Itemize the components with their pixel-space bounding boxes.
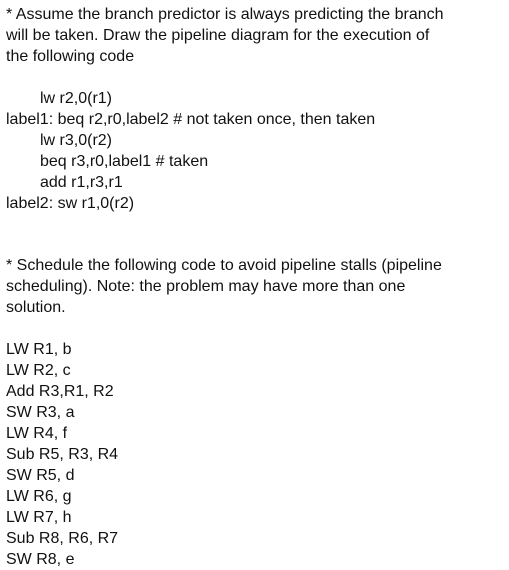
code-line: SW R8, e <box>6 551 75 568</box>
code-line: SW R3, a <box>6 404 75 421</box>
code-line: LW R1, b <box>6 341 72 358</box>
question2-prompt-line: * Schedule the following code to avoid pipeline stalls (pipeline <box>6 257 442 274</box>
question1-code-block <box>6 88 506 214</box>
code-line: label1: beq r2,r0,label2 # not taken once, then taken <box>6 111 376 128</box>
code-line: add r1,r3,r1 <box>40 174 123 191</box>
code-line: LW R7, h <box>6 509 72 526</box>
question1-prompt <box>6 4 506 67</box>
code-line: lw r3,0(r2) <box>40 132 113 149</box>
code-line: Add R3,R1, R2 <box>6 383 114 400</box>
code-line: LW R4, f <box>6 425 68 442</box>
question2-code-block <box>6 339 506 570</box>
question2-prompt-line: scheduling). Note: the problem may have more than one <box>6 278 406 295</box>
code-line: Sub R5, R3, R4 <box>6 446 119 463</box>
code-line: label2: sw r1,0(r2) <box>6 195 135 212</box>
code-line: Sub R8, R6, R7 <box>6 530 119 547</box>
code-line: SW R5, d <box>6 467 75 484</box>
question2-prompt <box>6 255 506 318</box>
code-line: beq r3,r0,label1 # taken <box>40 153 209 170</box>
question1-prompt-line: the following code <box>6 48 135 65</box>
code-line: LW R2, c <box>6 362 71 379</box>
question1-prompt-line: will be taken. Draw the pipeline diagram for the execution of <box>6 27 430 44</box>
code-line: LW R6, g <box>6 488 72 505</box>
code-line: lw r2,0(r1) <box>40 90 113 107</box>
question1-prompt-line: * Assume the branch predictor is always predicting the branch <box>6 6 444 23</box>
question2-prompt-line: solution. <box>6 299 66 316</box>
